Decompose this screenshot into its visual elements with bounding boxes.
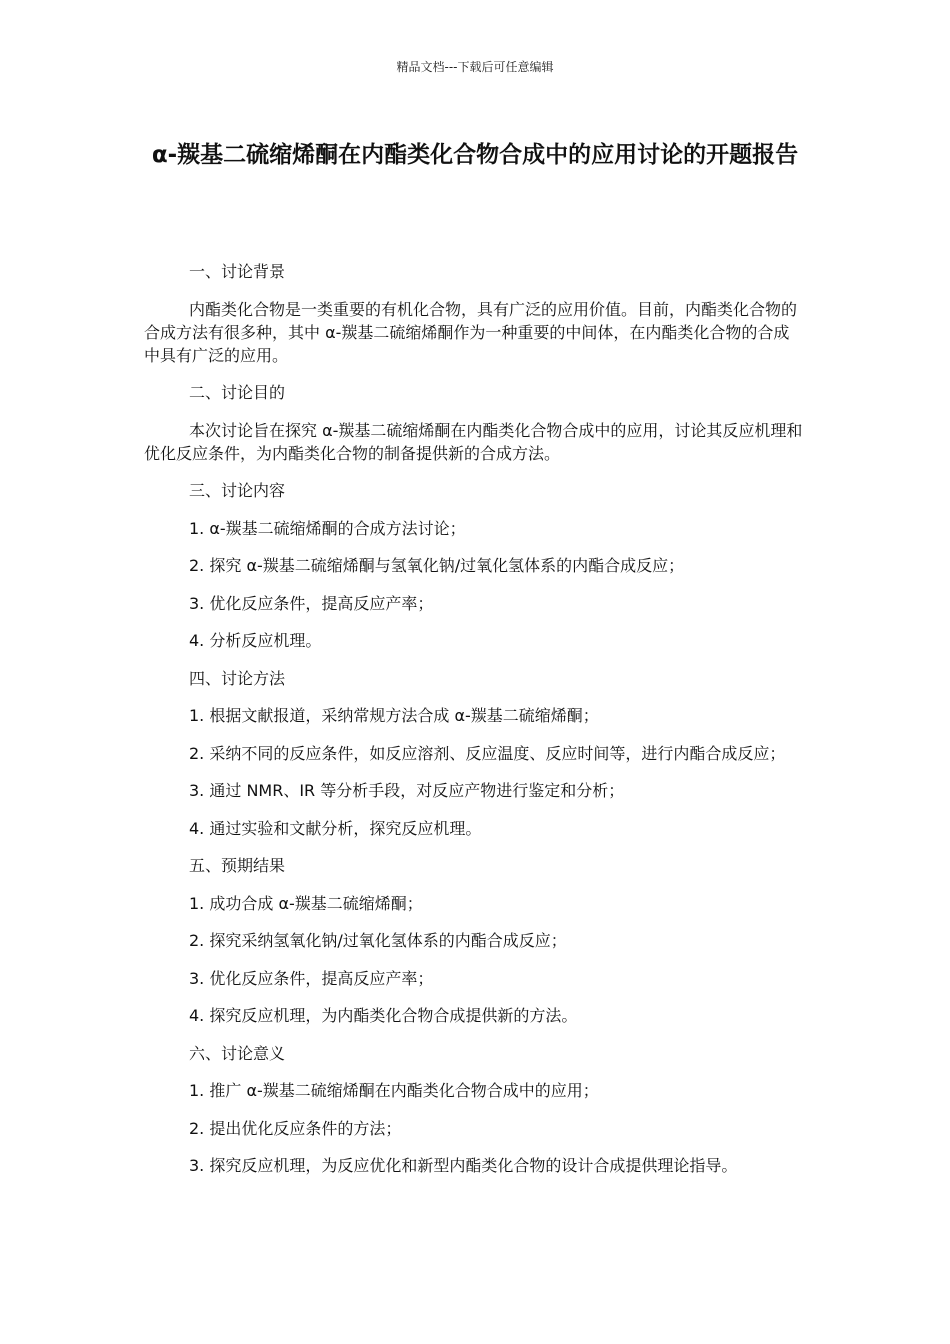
list-item: 2. 探究 α-羰基二硫缩烯酮与氢氧化钠/过氧化氢体系的内酯合成反应； (189, 556, 685, 575)
paragraph-background: 内酯类化合物是一类重要的有机化合物，具有广泛的应用价值。目前，内酯类化合物的合成方法有很多种，其中 α-羰基二硫缩烯酮作为一种重要的中间体，在内酯类化合物的合成中具有广泛的应用。 (144, 299, 798, 365)
list-item: 1. 推广 α-羰基二硫缩烯酮在内酯类化合物合成中的应用； (189, 1081, 599, 1100)
list-item: 4. 分析反应机理。 (189, 631, 322, 650)
list-item: 1. 成功合成 α-羰基二硫缩烯酮； (189, 893, 423, 913)
list-item: 4. 探究反应机理，为内酯类化合物合成提供新的方法。 (189, 1006, 578, 1025)
list-item: 4. 通过实验和文献分析，探究反应机理。 (189, 818, 482, 838)
document-body (144, 260, 804, 1192)
section-heading-purpose: 二、讨论目的 (189, 383, 286, 402)
section-heading-method: 四、讨论方法 (189, 668, 286, 688)
section-heading-background: 一、讨论背景 (189, 262, 286, 281)
list-item: 2. 提出优化反应条件的方法； (189, 1118, 402, 1138)
list-item: 3. 优化反应条件，提高反应产率； (189, 968, 434, 988)
list-item: 1. α-羰基二硫缩烯酮的合成方法讨论； (189, 518, 466, 538)
section-heading-content: 三、讨论内容 (189, 481, 286, 500)
list-item: 1. 根据文献报道，采纳常规方法合成 α-羰基二硫缩烯酮； (189, 706, 599, 725)
list-item: 2. 采纳不同的反应条件，如反应溶剂、反应温度、反应时间等，进行内酯合成反应； (189, 743, 786, 763)
section-heading-expected-results: 五、预期结果 (189, 856, 286, 875)
document-title: α-羰基二硫缩烯酮在内酯类化合物合成中的应用讨论的开题报告 (151, 142, 799, 168)
paragraph-purpose: 本次讨论旨在探究 α-羰基二硫缩烯酮在内酯类化合物合成中的应用，讨论其反应机理和优化反应条件，为内酯类化合物的制备提供新的合成方法。 (144, 420, 803, 463)
page-header-note: 精品文档---下载后可任意编辑 (396, 60, 554, 74)
list-item: 3. 探究反应机理，为反应优化和新型内酯类化合物的设计合成提供理论指导。 (189, 1156, 738, 1175)
list-item: 3. 优化反应条件，提高反应产率； (189, 593, 434, 613)
list-item: 2. 探究采纳氢氧化钠/过氧化氢体系的内酯合成反应； (189, 931, 567, 950)
list-item: 3. 通过 NMR、IR 等分析手段，对反应产物进行鉴定和分析； (189, 781, 625, 800)
section-heading-significance: 六、讨论意义 (189, 1043, 286, 1063)
